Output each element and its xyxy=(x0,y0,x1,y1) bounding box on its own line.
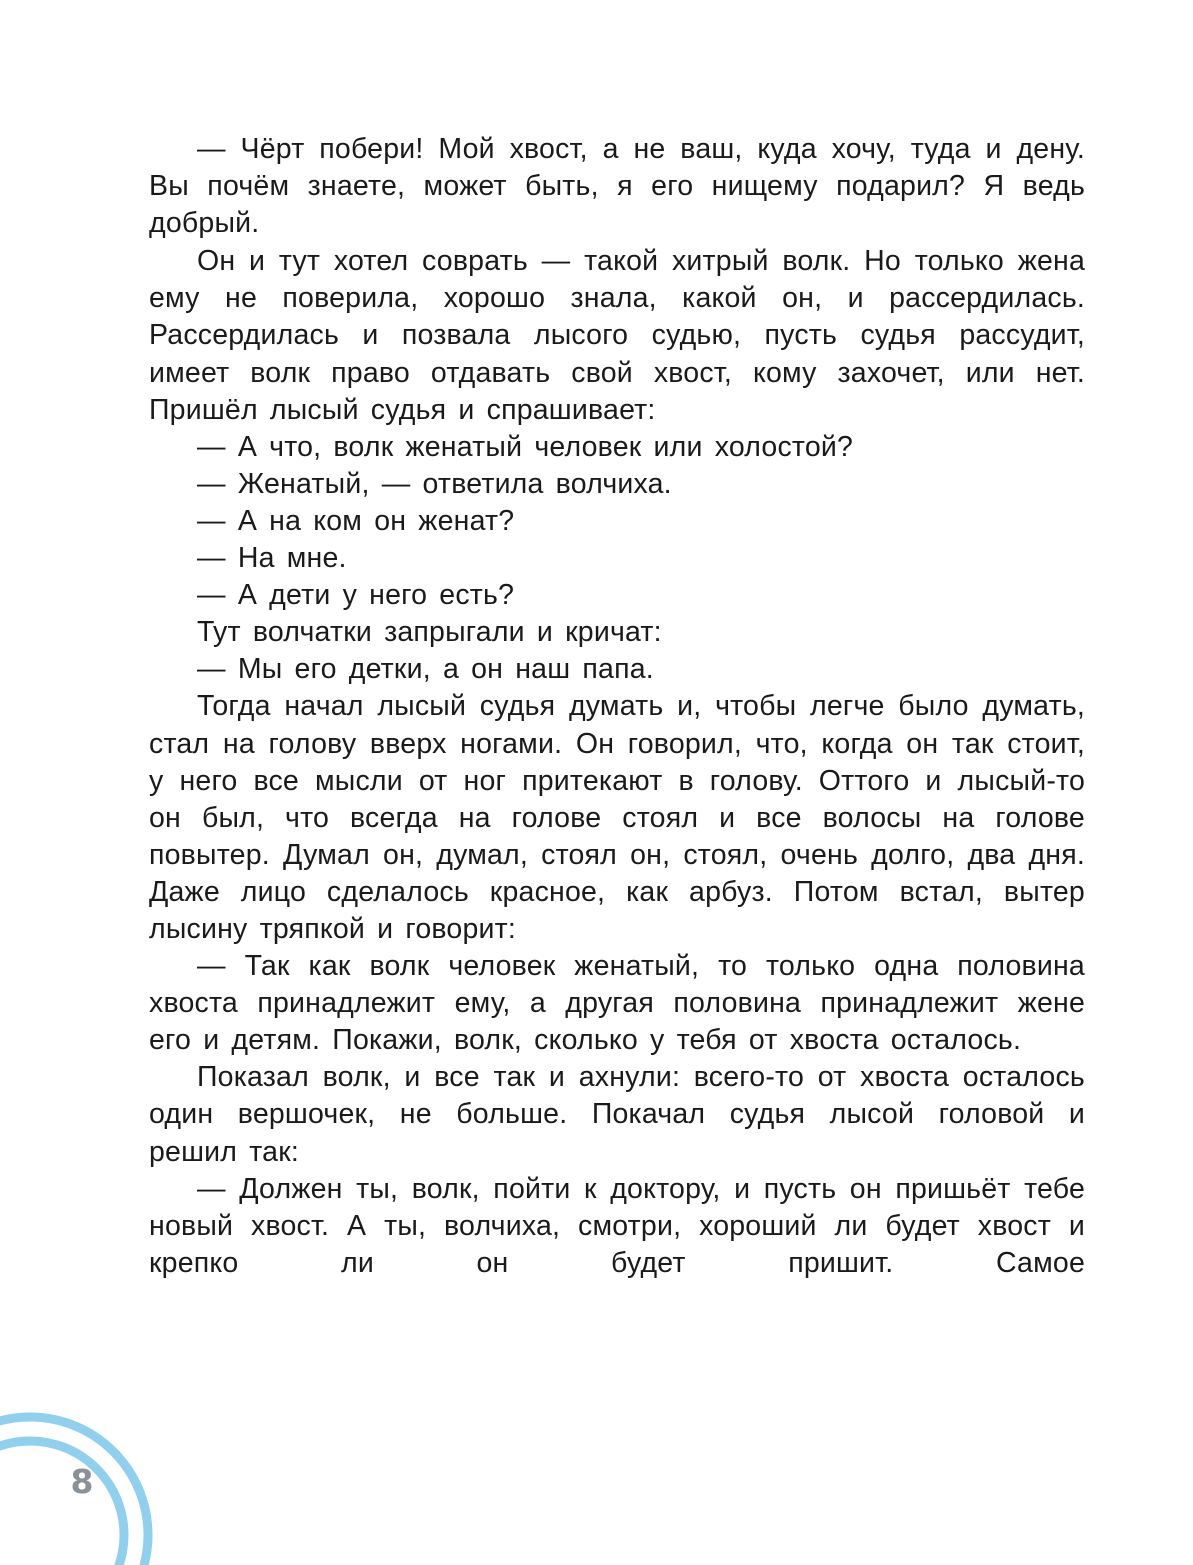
inner-circle-arc xyxy=(0,1441,124,1565)
paragraph-12: Показал волк, и все так и ахнули: всего-то от хвоста осталось один вершочек, не больше. Покачал судья лысой головой и решил так: xyxy=(149,1061,1085,1168)
paragraph-4: — Женатый, — ответила волчиха. xyxy=(197,467,672,500)
paragraph-5: — А на ком он женат? xyxy=(197,504,515,537)
paragraph-9: — Мы его детки, а он наш папа. xyxy=(197,653,654,686)
paragraph-10: Тогда начал лысый судья думать и, чтобы легче было думать, стал на голову вверх ногами. Он говорил, что, когда он так стоит, у него все мысли от ног притекают в голову. Оттого и лысый-то он был, что всегда на голове стоял и все волосы на голове повытер. Думал он, думал, стоял он, стоял, очень долго, два дня. Даже лицо сделалось красное, как арбуз. Потом встал, вытер лысину тряпкой и говорит: xyxy=(149,690,1085,945)
paragraph-11: — Так как волк человек женатый, то только одна половина хвоста принадлежит ему, а другая половина принадлежит жене его и детям. Покажи, волк, сколько у тебя от хвоста осталось. xyxy=(149,950,1085,1057)
paragraph-1: — Чёрт побери! Мой хвост, а не ваш, куда хочу, туда и дену. Вы почём знаете, может быть, я его нищему подарил? Я ведь добрый. xyxy=(149,133,1085,240)
paragraph-13: — Должен ты, волк, пойти к доктору, и пусть он пришьёт тебе новый хвост. А ты, волчиха, смотри, хороший ли будет хвост и крепко ли он будет пришит. Самое xyxy=(149,1172,1085,1279)
paragraph-7: — А дети у него есть? xyxy=(197,579,515,612)
paragraph-6: — На мне. xyxy=(197,542,347,575)
page-number: 8 xyxy=(70,1462,94,1501)
paragraph-8: Тут волчатки запрыгали и кричат: xyxy=(197,616,662,649)
story-text xyxy=(149,131,1085,1282)
paragraph-3: — А что, волк женатый человек или холостой? xyxy=(197,430,854,463)
paragraph-2: Он и тут хотел соврать — такой хитрый волк. Но только жена ему не поверила, хорошо знала, какой он, и рассердилась. Рассердилась и позвала лысого судью, пусть судья рассудит, имеет волк право отдавать свой хвост, кому захочет, или нет. Пришёл лысый судья и спрашивает: xyxy=(149,245,1085,426)
